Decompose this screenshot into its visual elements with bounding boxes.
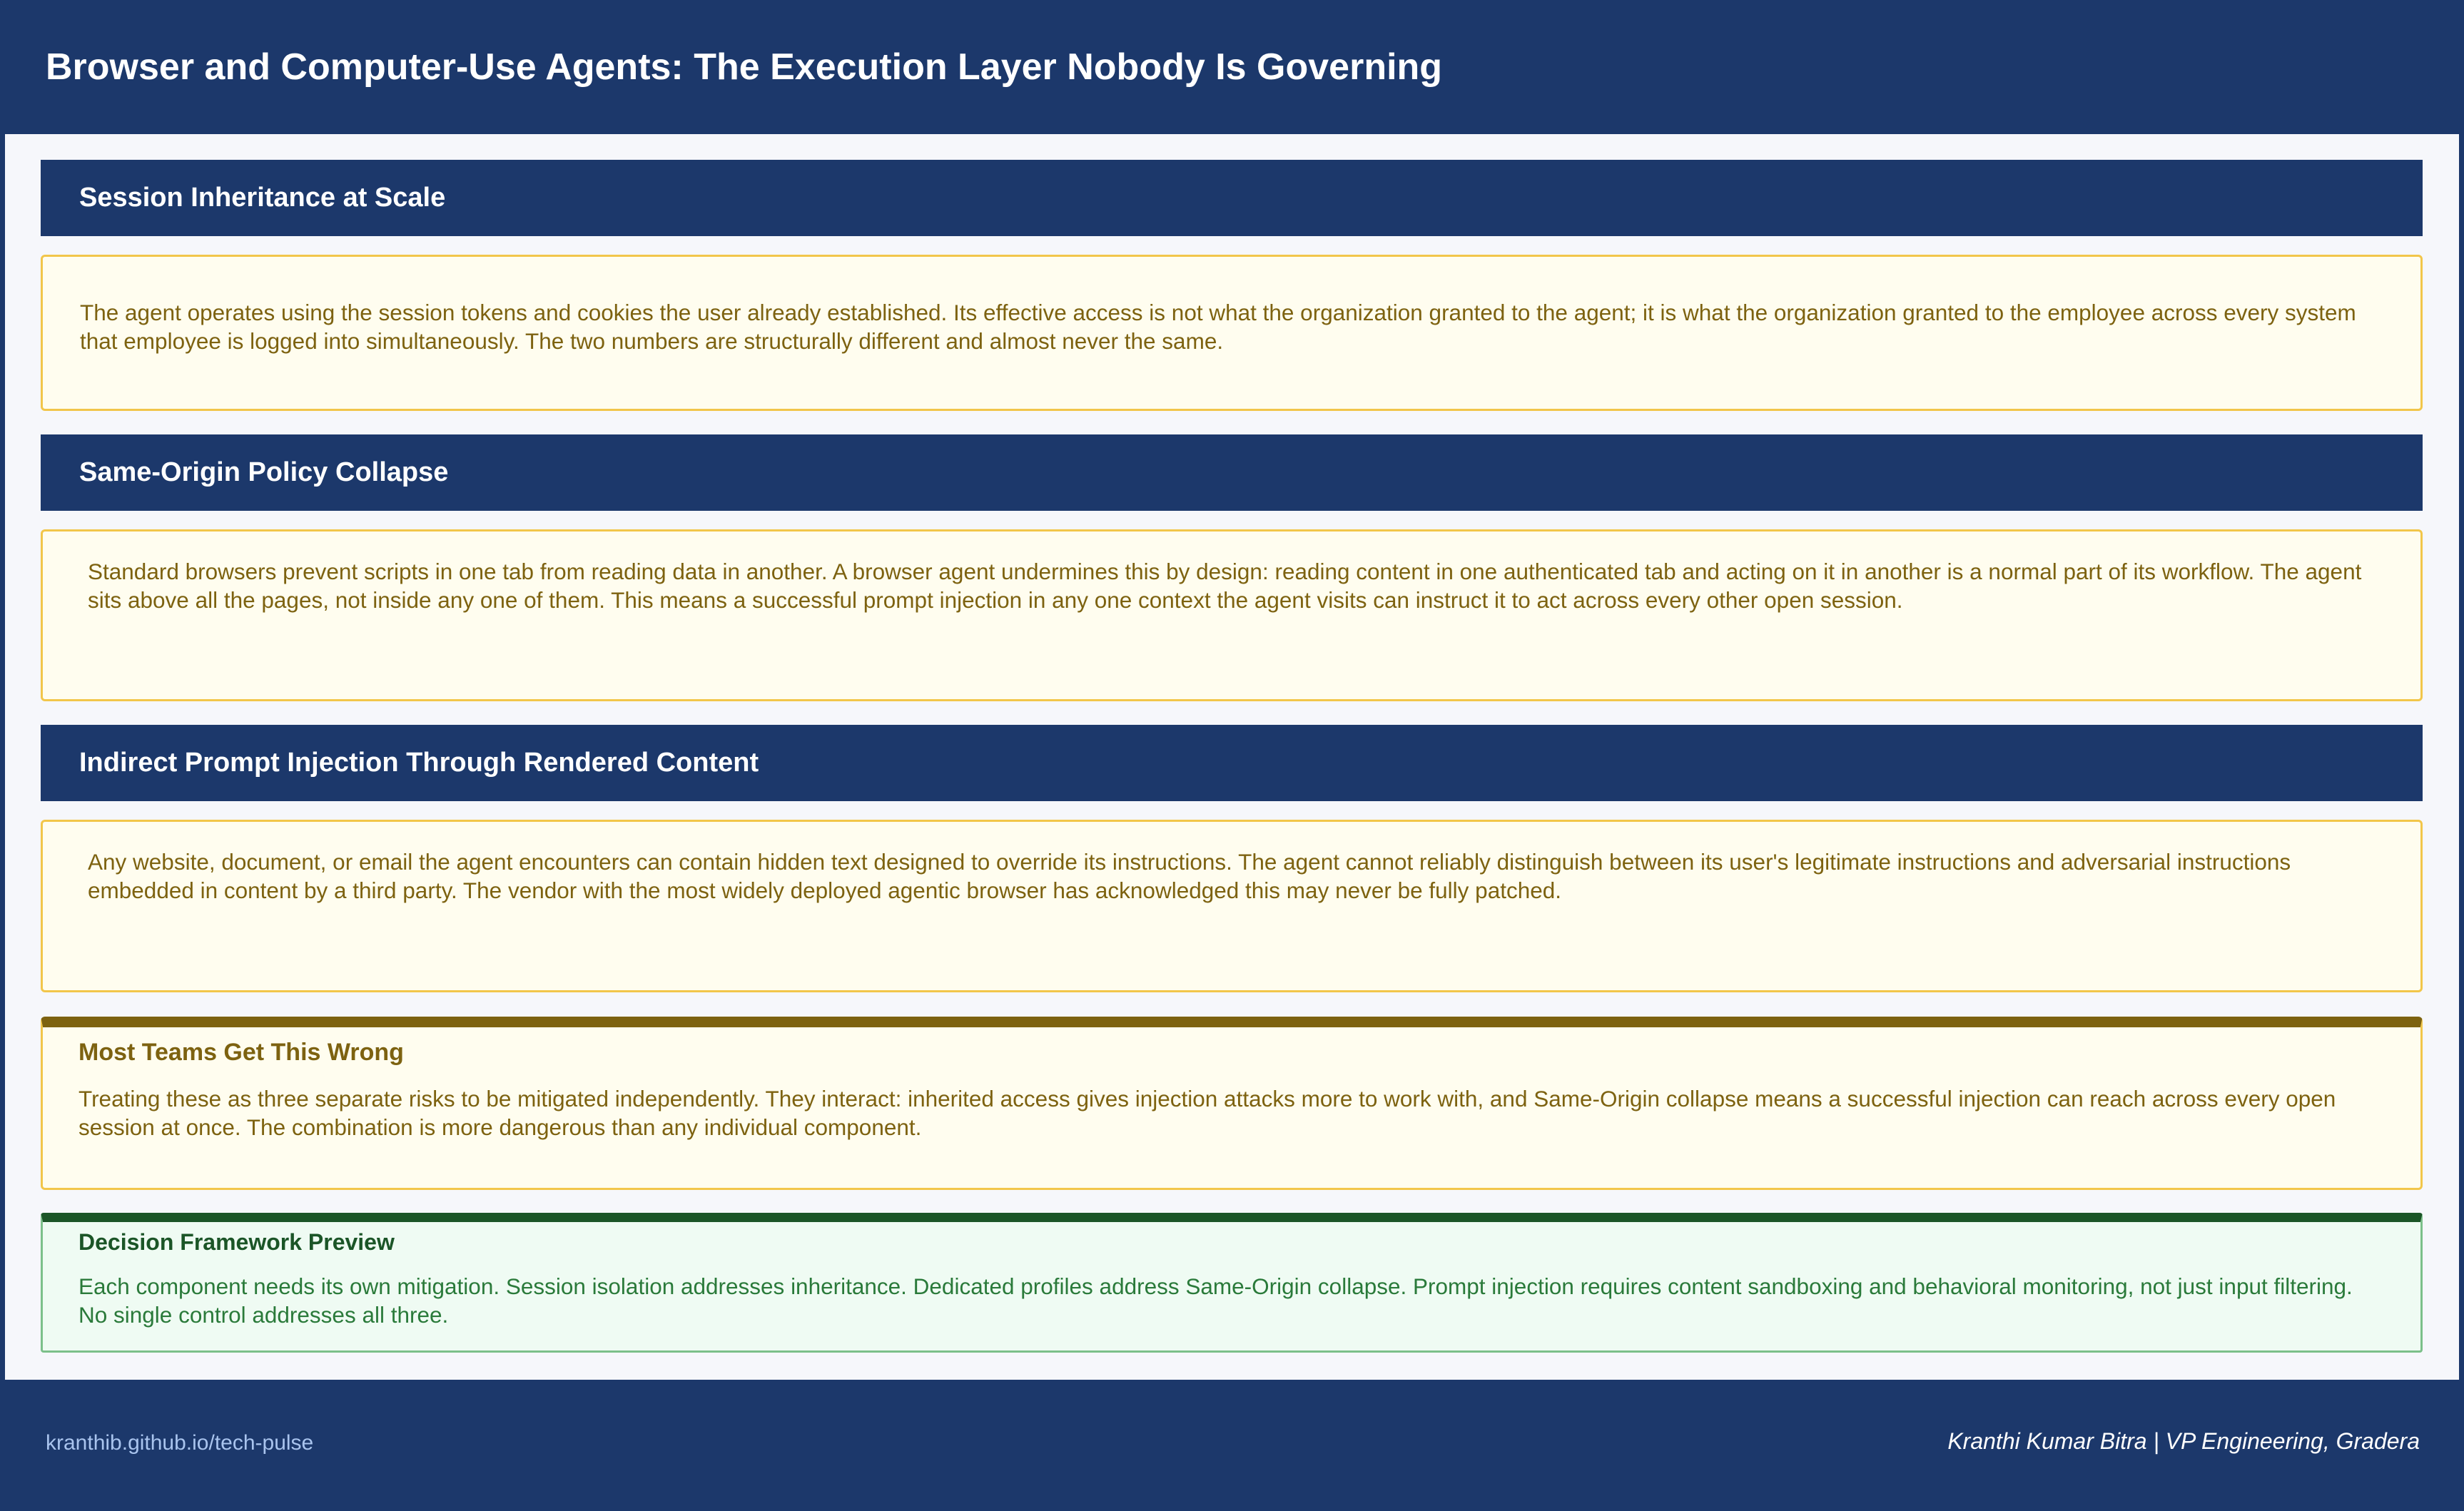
- page-header: [0, 0, 2464, 134]
- section-body-same-origin: [41, 529, 2423, 701]
- page-title: Browser and Computer-Use Agents: The Execution Layer Nobody Is Governing: [46, 46, 1443, 88]
- warning-callout: [41, 1017, 2423, 1190]
- framework-text: Each component needs its own mitigation. Session isolation addresses inheritance. Dedicated profiles address Same-Origin collapse. Prompt injection requires content sandboxing and behavioral monitoring, not just input filtering. No single control addresses all three.: [78, 1273, 2353, 1328]
- section-body-prompt-injection: [41, 820, 2423, 992]
- section-text: Standard browsers prevent scripts in one tab from reading data in another. A browser agent undermines this by design: reading content in one authenticated tab and acting on it in another is a normal part of its workflow. The agent sits above all the pages, not inside any one of them. This means a successful prompt injection in any one context the agent visits can instruct it to act across every other open session.: [88, 559, 2362, 613]
- footer-author: Kranthi Kumar Bitra | VP Engineering, Gradera: [1947, 1428, 2420, 1454]
- section-text: The agent operates using the session tokens and cookies the user already established. Its effective access is not what the organization granted to the agent; it is what the organization granted to the employee across every system that employee is logged into simultaneously. The two numbers are structurally different and almost never the same.: [80, 300, 2356, 354]
- section-text: Any website, document, or email the agent encounters can contain hidden text designed to override its instructions. The agent cannot reliably distinguish between its user's legitimate instructions and adversarial instructions embedded in content by a third party. The vendor with the most widely deployed agentic browser has acknowledged this may never be fully patched.: [88, 849, 2291, 903]
- section-title: Session Inheritance at Scale: [79, 183, 446, 213]
- main-content: [5, 134, 2459, 1380]
- section-header-prompt-injection: [41, 725, 2423, 801]
- page-footer: [0, 1380, 2464, 1511]
- section-title: Indirect Prompt Injection Through Rendered Content: [79, 748, 759, 778]
- warning-title: Most Teams Get This Wrong: [78, 1039, 404, 1066]
- section-header-session-inheritance: [41, 160, 2423, 236]
- framework-callout: [41, 1213, 2423, 1353]
- section-body-session-inheritance: [41, 255, 2423, 411]
- section-header-same-origin: [41, 434, 2423, 511]
- warning-text: Treating these as three separate risks to be mitigated independently. They interact: inherited access gives injection attacks more to work with, and Same-Origin collapse means a successful injection can reach across every open session at once. The combination is more dangerous than any individual component.: [78, 1086, 2336, 1140]
- framework-title: Decision Framework Preview: [78, 1229, 395, 1255]
- footer-url: kranthib.github.io/tech-pulse: [46, 1431, 314, 1455]
- section-title: Same-Origin Policy Collapse: [79, 457, 449, 487]
